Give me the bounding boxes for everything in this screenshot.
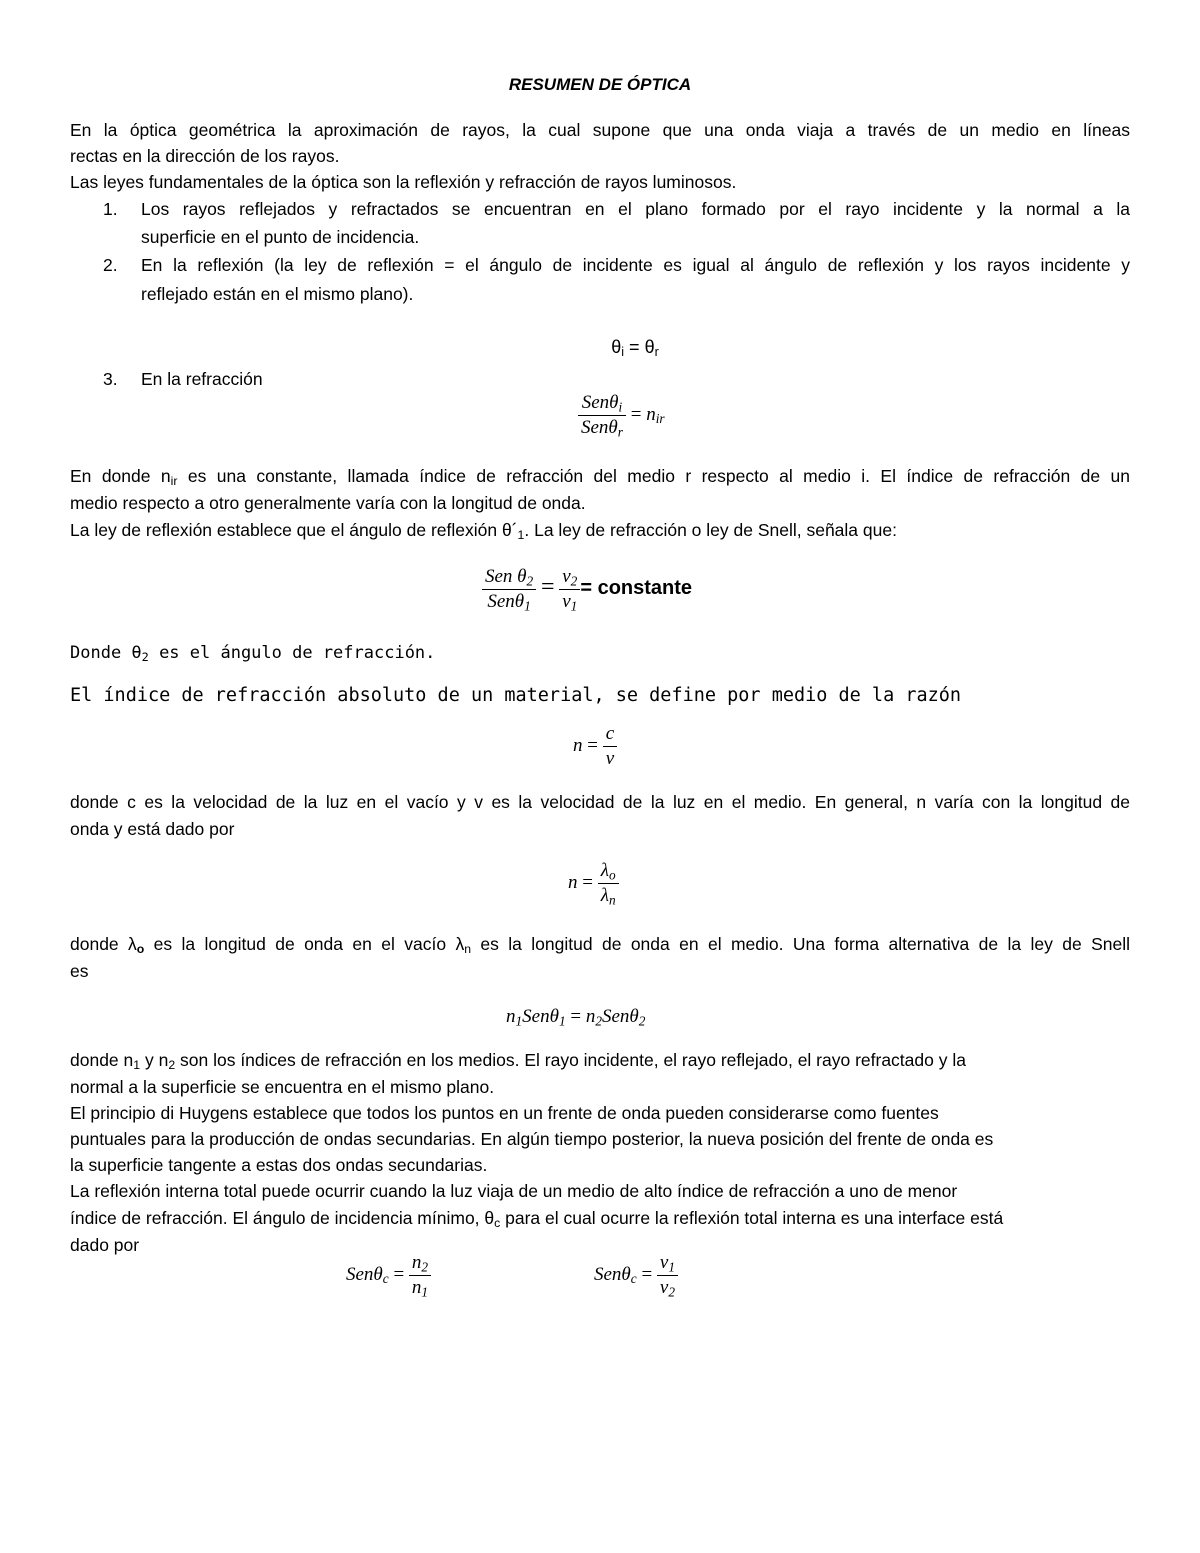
list-item-3-number: 3. — [103, 369, 118, 389]
page-title: RESUMEN DE ÓPTICA — [508, 75, 692, 94]
final-para-line-2: normal a la superficie se encuentra en el mismo plano. — [70, 1077, 495, 1097]
final-para-line-3: El principio di Huygens establece que todos los puntos en un frente de onda pueden considerarse como fuentes — [70, 1103, 939, 1123]
eq-snell-tail: = constante — [580, 576, 693, 599]
eq-alt-op: = — [570, 1006, 582, 1027]
eq-snell-v-fraction — [559, 566, 580, 613]
list-item-2-number: 2. — [103, 255, 118, 275]
eq-refraction-rhs: n — [646, 403, 656, 425]
eq-snell-den: Senθ — [487, 591, 525, 612]
eq-alt-d-sub: 2 — [638, 1013, 646, 1029]
final-para-line-8: dado por — [70, 1235, 140, 1255]
equation-reflection — [0, 337, 1200, 358]
eq-alt-b-sub: 1 — [558, 1013, 566, 1029]
eq-snell-num-sub: 2 — [526, 573, 534, 589]
list-item-3-line-1: En la refracción — [141, 369, 263, 389]
lambda-para-b: es la longitud de onda en el vacío λ — [144, 934, 465, 954]
eq-refraction-op: = — [630, 403, 642, 425]
final-para-7-sub: c — [494, 1216, 501, 1231]
eq-crit-n-den-sub: 1 — [421, 1284, 429, 1300]
list-item-2-line-2: reflejado están en el mismo plano). — [141, 284, 414, 304]
index-para-line-3-sub: 1 — [517, 528, 525, 543]
index-para-line-1-b: es una constante, llamada índice de refracción del medio r respecto al medio i. El índice de refracción de un — [177, 466, 1130, 486]
intro-line-3: Las leyes fundamentales de la óptica son la reflexión y refracción de rayos luminosos. — [70, 172, 737, 192]
eq-refraction-rhs-sub: ir — [655, 411, 665, 427]
eq-n-cv-lhs: n — [573, 734, 583, 756]
intro-line-1: En la óptica geométrica la aproximación de rayos, la cual supone que una onda viaja a través de un medio en líneas — [70, 120, 1130, 140]
donde-theta-a: Donde θ — [70, 643, 142, 663]
lambda-para-sub-1: o — [136, 942, 145, 957]
c-para-line-2: onda y está dado por — [70, 819, 235, 839]
eq-n-lambda-fraction — [598, 860, 619, 907]
eq-crit-v-num: v — [659, 1252, 669, 1273]
eq-reflection-rhs: θ — [644, 337, 655, 357]
eq-snell-v-num: v — [562, 566, 571, 587]
final-para-1c: son los índices de refracción en los medios. El rayo incidente, el rayo reflejado, el rayo refractado y la — [175, 1050, 966, 1070]
eq-refraction-fraction — [578, 392, 626, 439]
donde-theta-b: es el ángulo de refracción. — [148, 643, 436, 663]
final-para-7b: para el cual ocurre la reflexión total interna es una interface está — [500, 1208, 1004, 1228]
eq-snell-v-num-sub: 2 — [570, 573, 578, 589]
equation-critical-n — [346, 1252, 431, 1299]
eq-crit-v-fraction — [657, 1252, 678, 1299]
eq-crit-v-lhs-sub: c — [630, 1271, 637, 1287]
eq-n-cv-fraction — [603, 723, 617, 770]
equation-n-cv — [573, 723, 617, 770]
eq-snell-num: Sen θ — [485, 566, 527, 587]
eq-crit-n-op: = — [393, 1263, 405, 1285]
index-para-line-2: medio respecto a otro generalmente varía con la longitud de onda. — [70, 493, 586, 513]
eq-crit-n-den: n — [411, 1277, 422, 1298]
equation-snell-alt — [506, 1006, 645, 1028]
eq-snell-v-den-sub: 1 — [570, 598, 578, 614]
absolute-index-line: El índice de refracción absoluto de un material, se define por medio de la razón — [70, 685, 962, 706]
eq-n-lambda-den: λ — [600, 885, 609, 906]
equation-n-lambda — [568, 860, 619, 907]
eq-crit-v-op: = — [641, 1263, 653, 1285]
eq-crit-n-lhs-sub: c — [382, 1271, 389, 1287]
eq-crit-v-lhs: Senθ — [594, 1263, 631, 1285]
eq-crit-v-den: v — [659, 1277, 669, 1298]
eq-alt-d: Senθ — [601, 1006, 639, 1027]
eq-snell-v-den: v — [562, 591, 571, 612]
index-para-line-3 — [70, 517, 1130, 543]
donde-theta-line — [70, 640, 1130, 666]
final-para-line-4: puntuales para la producción de ondas secundarias. En algún tiempo posterior, la nueva posición del frente de onda es — [70, 1129, 994, 1149]
eq-crit-v-den-sub: 2 — [668, 1284, 675, 1300]
eq-refraction-den-sub: r — [617, 424, 623, 440]
eq-alt-a: n — [506, 1006, 516, 1027]
donde-theta-sub: 2 — [141, 649, 149, 664]
lambda-para-sub-2: n — [464, 942, 472, 957]
index-para-line-1 — [70, 463, 1130, 489]
final-para-1-sub-1: 1 — [133, 1058, 141, 1073]
eq-reflection-op: = — [629, 337, 640, 357]
index-para-line-3-a: La ley de reflexión establece que el ángulo de reflexión θ´ — [70, 520, 518, 540]
list-item-1-line-2: superficie en el punto de incidencia. — [141, 227, 420, 247]
final-para-line-1 — [70, 1047, 1130, 1073]
eq-alt-c: n — [585, 1006, 596, 1027]
eq-reflection-lhs: θ — [611, 337, 622, 357]
intro-line-2: rectas en la dirección de los rayos. — [70, 146, 340, 166]
eq-n-cv-num: c — [603, 723, 617, 747]
eq-refraction-den: Senθ — [581, 417, 618, 438]
eq-n-cv-den: v — [605, 748, 615, 769]
eq-crit-v-num-sub: 1 — [668, 1259, 675, 1275]
eq-snell-sin-fraction — [482, 566, 536, 613]
lambda-para-line-2: es — [70, 961, 89, 981]
eq-reflection-lhs-sub: i — [621, 345, 625, 360]
eq-n-lambda-lhs: n — [568, 871, 578, 893]
eq-crit-n-fraction — [409, 1252, 431, 1299]
eq-alt-c-sub: 2 — [595, 1013, 602, 1029]
eq-n-lambda-op: = — [582, 871, 593, 893]
final-para-1b: y n — [140, 1050, 169, 1070]
lambda-para-c: es la longitud de onda en el medio. Una forma alternativa de la ley de Snell — [471, 934, 1130, 954]
equation-critical-v — [594, 1252, 678, 1299]
eq-refraction-num-sub: i — [618, 399, 623, 415]
eq-n-lambda-den-sub: n — [608, 892, 616, 908]
c-para-line-1: donde c es la velocidad de la luz en el vacío y v es la velocidad de la luz en el medio. En general, n varía con la longitud de — [70, 792, 1130, 812]
eq-snell-op: = — [540, 573, 555, 600]
final-para-1a: donde n — [70, 1050, 134, 1070]
eq-crit-n-num-sub: 2 — [421, 1259, 429, 1275]
lambda-para-a: donde λ — [70, 934, 137, 954]
eq-alt-a-sub: 1 — [515, 1013, 523, 1029]
eq-alt-b: Senθ — [522, 1006, 559, 1027]
final-para-line-7 — [70, 1205, 1130, 1231]
index-para-line-1-a: En donde n — [70, 466, 171, 486]
eq-reflection-rhs-sub: r — [654, 345, 659, 360]
eq-crit-n-lhs: Senθ — [346, 1263, 383, 1285]
index-para-line-1-sub: ir — [170, 474, 178, 489]
list-item-1-line-1: Los rayos reflejados y refractados se encuentran en el plano formado por el rayo incidente y la normal a la — [141, 199, 1130, 219]
list-item-1-number: 1. — [103, 199, 118, 219]
equation-refraction — [578, 392, 665, 439]
eq-snell-den-sub: 1 — [524, 598, 531, 614]
final-para-line-5: la superficie tangente a estas dos ondas secundarias. — [70, 1155, 488, 1175]
final-para-1-sub-2: 2 — [168, 1058, 176, 1073]
final-para-line-6: La reflexión interna total puede ocurrir cuando la luz viaja de un medio de alto índice de refracción a uno de menor — [70, 1181, 958, 1201]
eq-n-cv-op: = — [587, 734, 598, 756]
index-para-line-3-b: . La ley de refracción o ley de Snell, señala que: — [524, 520, 897, 540]
eq-crit-n-num: n — [411, 1252, 422, 1273]
final-para-7a: índice de refracción. El ángulo de incidencia mínimo, θ — [70, 1208, 495, 1228]
equation-snell — [482, 566, 692, 613]
eq-n-lambda-num-sub: o — [608, 867, 616, 883]
eq-refraction-num: Senθ — [581, 392, 619, 413]
eq-n-lambda-num: λ — [600, 860, 609, 881]
lambda-para-line-1 — [70, 931, 1130, 957]
list-item-2-line-1: En la reflexión (la ley de reflexión = el ángulo de incidente es igual al ángulo de reflexión y los rayos incidente y — [141, 255, 1130, 275]
